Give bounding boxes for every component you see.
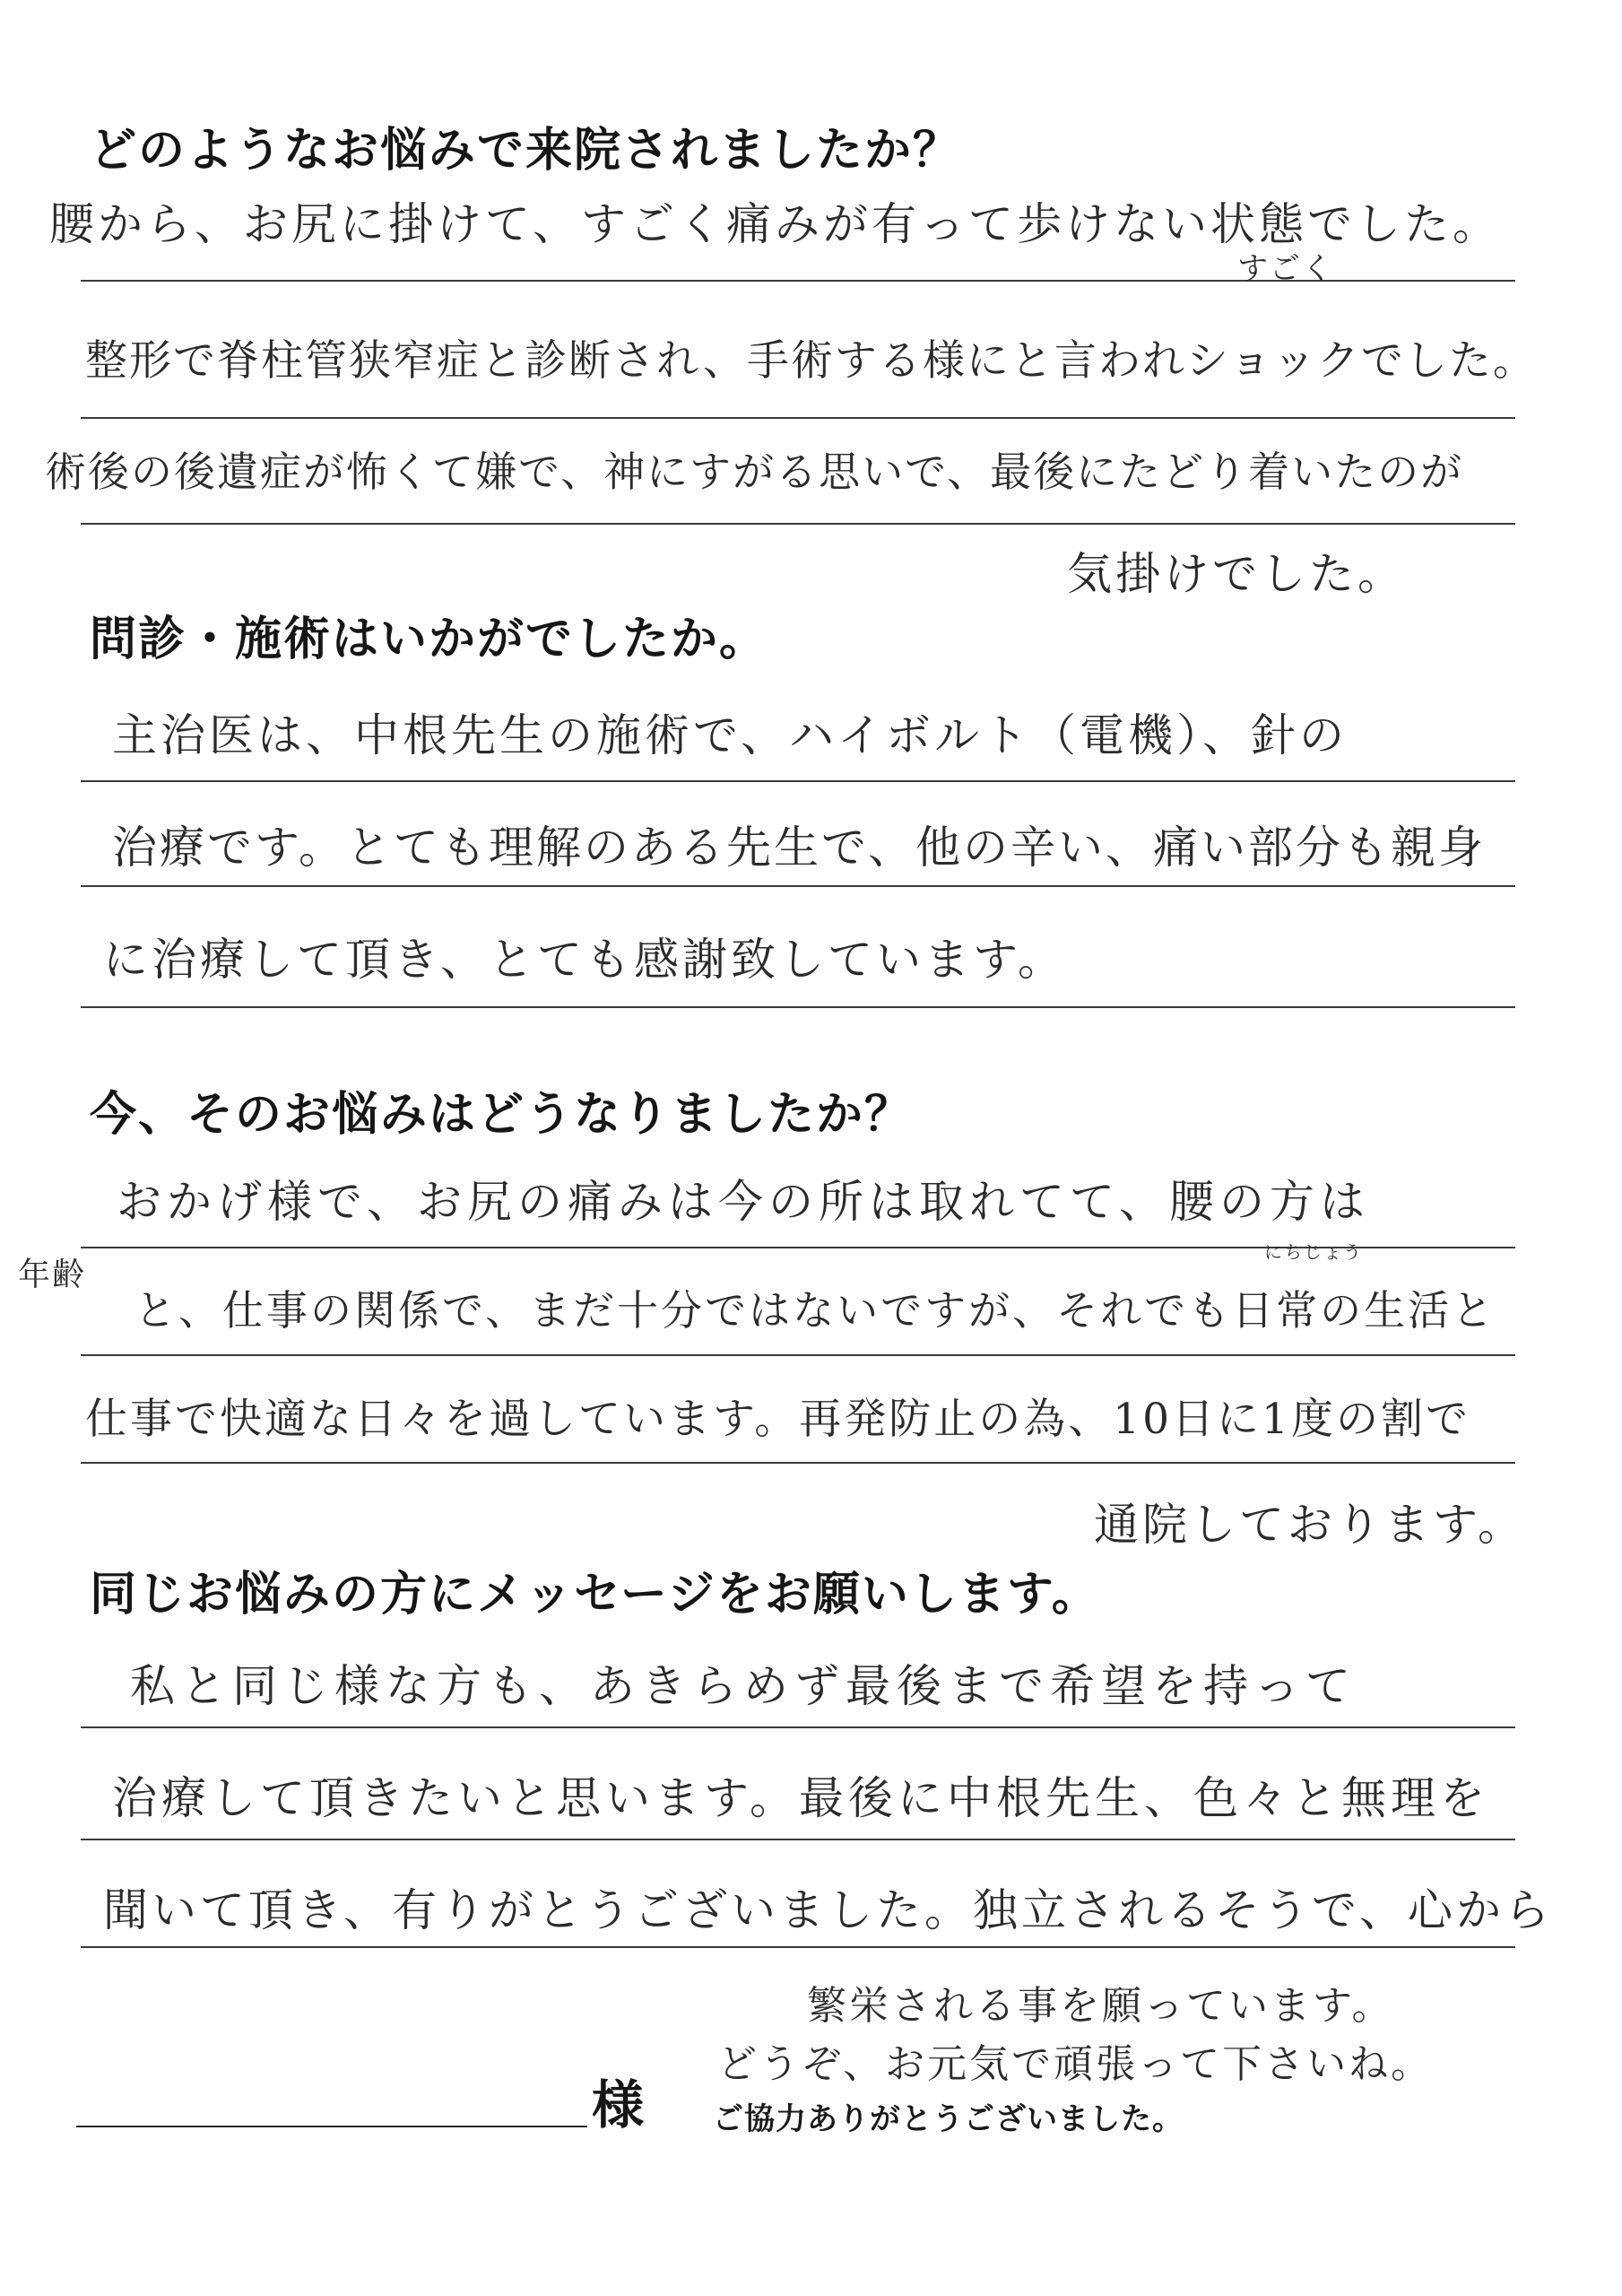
answer-3-margin-note: 年齢 — [18, 1257, 87, 1293]
answer-rule — [81, 780, 1515, 782]
answer-2-line-1: 主治医は、中根先生の施術で、ハイボルト（電機）、針の — [112, 709, 1348, 761]
answer-4-line-1: 私と同じ様な方も、あきらめず最後まで希望を持って — [130, 1660, 1357, 1712]
answer-rule — [81, 523, 1515, 525]
answer-rule — [81, 1839, 1515, 1840]
name-line — [76, 2126, 587, 2127]
answer-4-line-3: 聞いて頂き、有りがとうございました。独立されるそうで、心から — [103, 1884, 1553, 1936]
question-1: どのようなお悩みで来院されましたか？ — [90, 124, 962, 178]
answer-1-line-3: 術後の後遺症が怖くて嫌で、神にすがる思いで、最後にたどり着いたのが — [45, 448, 1464, 496]
answer-rule — [81, 1006, 1515, 1008]
question-3: 今、そのお悩みはどうなりましたか？ — [90, 1088, 914, 1142]
answer-1-line-2: 整形で脊柱管狭窄症と診断され、手術する様にと言われショックでした。 — [85, 336, 1537, 386]
answer-4-line-4: 繁栄される事を願っています。 — [807, 1983, 1394, 2029]
answer-rule — [81, 1946, 1515, 1948]
honorific: 様 — [592, 2074, 645, 2135]
answer-1-line-4: 気掛けでした。 — [1067, 548, 1406, 600]
answer-3-line-3: 仕事で快適な日々を過しています。再発防止の為、10日に1度の割で — [85, 1395, 1470, 1444]
answer-2-line-2: 治療です。とても理解のある先生で、他の辛い、痛い部分も親身 — [112, 822, 1486, 874]
answer-rule — [81, 885, 1515, 887]
answer-rule — [81, 1462, 1515, 1464]
answer-3-line-2: と、仕事の関係で、まだ十分ではないですが、それでも日常の生活と — [134, 1286, 1496, 1335]
thanks-text: ご協力ありがとうございました。 — [713, 2101, 1184, 2137]
answer-1-insert: すごく — [1237, 251, 1334, 287]
answer-rule — [81, 417, 1515, 419]
answer-rule — [81, 1354, 1515, 1356]
answer-4-line-2: 治療して頂きたいと思います。最後に中根先生、色々と無理を — [112, 1772, 1489, 1824]
answer-2-line-3: に治療して頂き、とても感謝致しています。 — [103, 934, 1066, 986]
answer-4-line-5: どうぞ、お元気で頑張って下さいね。 — [717, 2041, 1434, 2087]
question-2: 問診・施術はいかがでしたか。 — [90, 613, 768, 666]
answer-3-line-4: 通院しております。 — [1094, 1499, 1526, 1551]
question-4: 同じお悩みの方にメッセージをお願いします。 — [90, 1568, 1100, 1622]
answer-rule — [81, 1726, 1515, 1728]
answer-1-line-1: 腰から、お尻に掛けて、すごく痛みが有って歩けない状態でした。 — [49, 198, 1501, 250]
answer-3-line-1: おかげ様で、お尻の痛みは今の所は取れてて、腰の方は — [117, 1176, 1370, 1228]
answer-3-ruby: にちじょう — [1264, 1241, 1363, 1263]
